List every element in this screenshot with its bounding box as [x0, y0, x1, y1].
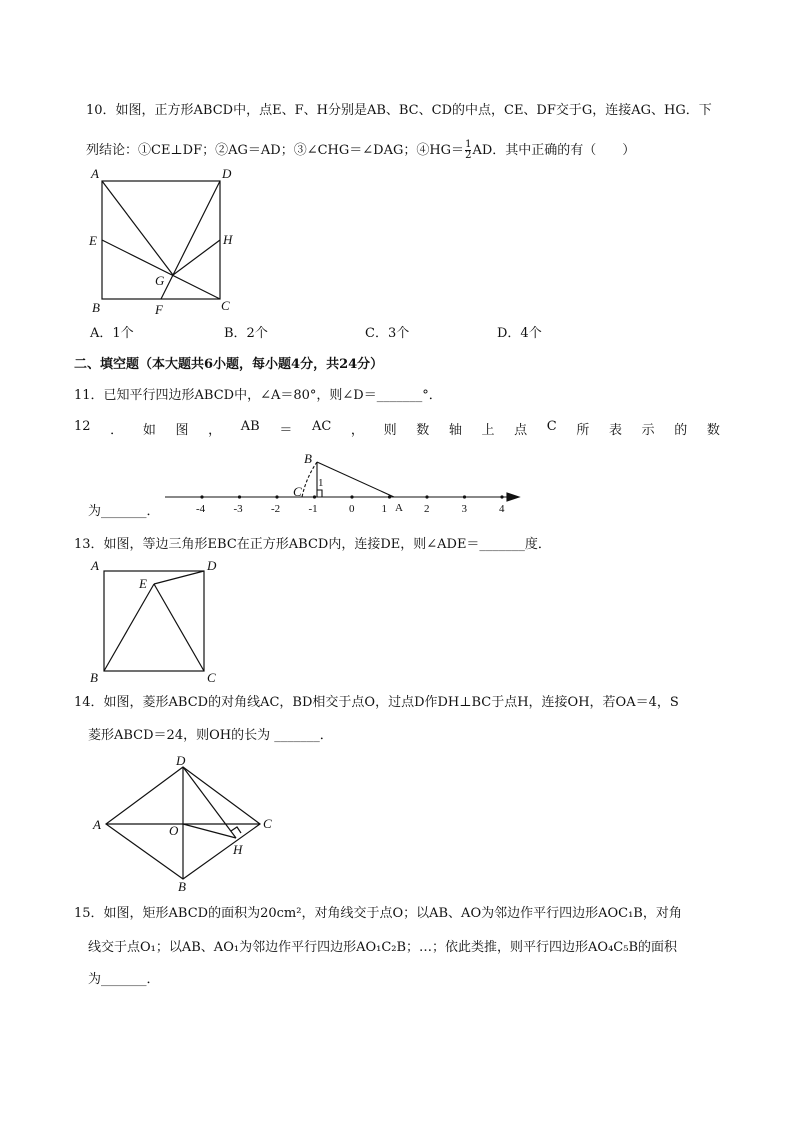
q13-label-c: C — [207, 670, 216, 685]
q10-label-c: C — [221, 298, 230, 313]
q12-char: 数 — [416, 423, 430, 438]
q12-char: 如 — [142, 423, 156, 438]
q10-line1: 10．如图，正方形ABCD中，点E、F、H分别是AB、BC、CD的中点，CE、DF交于G，连接AG、HG．下 — [86, 103, 712, 118]
q12-tick-label: -4 — [196, 503, 206, 515]
q10-label-b: B — [92, 300, 100, 315]
q13-figure — [104, 571, 204, 671]
q10-segment-ag — [102, 181, 173, 275]
q12-tick-label: 3 — [461, 503, 467, 515]
q12-tick-label: 1 — [381, 503, 387, 515]
q13-text: 13．如图，等边三角形EBC在正方形ABCD内，连接DE，则∠ADE＝_______度． — [74, 537, 551, 552]
q12-line1 — [74, 419, 720, 438]
q14-figure — [106, 767, 260, 879]
q14-line2: 菱形ABCD＝24，则OH的长为 _______． — [88, 728, 333, 743]
q12-tick-label: 0 — [349, 503, 355, 515]
q12-char: 示 — [641, 423, 655, 438]
q10-segment-ce — [102, 240, 220, 299]
q13-square — [104, 571, 204, 671]
q12-tick-label: -3 — [233, 503, 243, 515]
q12-char: 的 — [674, 423, 688, 438]
q12-label-b: B — [304, 451, 312, 466]
q13-segment-ce — [154, 584, 204, 671]
q12-segment-ba — [317, 462, 394, 497]
q10-segment-df — [161, 181, 220, 299]
q13-label-b: B — [90, 670, 98, 685]
q12-arc — [302, 462, 317, 497]
q12-char: ， — [350, 423, 364, 438]
fraction-numerator: 1 — [465, 139, 472, 150]
q14-segment-dh — [183, 767, 236, 838]
q10-option-b: B．2个 — [224, 326, 268, 341]
q10-option-c: C．3个 — [365, 326, 410, 341]
q12-tick-mark — [425, 495, 428, 498]
q10-option-d: D．4个 — [497, 326, 542, 341]
q10-label-g: G — [155, 273, 165, 288]
q12-ticks — [196, 495, 505, 515]
q14-label-a: A — [93, 817, 101, 832]
q14-label-b: B — [178, 879, 186, 894]
q14-line1: 14．如图，菱形ABCD的对角线AC，BD相交于点O，过点D作DH⊥BC于点H，连接OH，若OA＝4，S — [74, 695, 679, 710]
q12-char: 数 — [706, 423, 720, 438]
q12-arrow-icon — [507, 493, 519, 501]
q11-text: 11．已知平行四边形ABCD中，∠A＝80°，则∠D＝_______°． — [74, 388, 442, 403]
q13-segment-de — [154, 571, 204, 584]
q12-tick-mark — [200, 495, 203, 498]
q12-line2: 为_______． — [88, 504, 160, 519]
q12-right-angle-mark — [317, 490, 322, 497]
q10-label-f: F — [155, 302, 163, 317]
q14-segment-oh — [183, 824, 236, 838]
q12-char: ＝ — [279, 423, 293, 438]
q10-label-e: E — [89, 233, 97, 248]
q10-label-d: D — [222, 166, 232, 181]
q12-char: C — [546, 419, 557, 434]
q12-char: 所 — [576, 423, 590, 438]
q12-tick-label: -1 — [308, 503, 318, 515]
q12-char: 轴 — [448, 423, 462, 438]
q12-tick-mark — [275, 495, 278, 498]
q12-label-a: A — [395, 502, 403, 514]
q10-label-a: A — [91, 166, 99, 181]
q14-label-o: O — [169, 823, 179, 838]
q12-char: 点 — [514, 423, 528, 438]
q10-segment-hg — [173, 240, 220, 275]
q12-tick-label: 4 — [499, 503, 505, 515]
fraction-denominator: 2 — [465, 150, 472, 161]
q14-label-h: H — [233, 842, 243, 857]
q13-segment-be — [104, 584, 154, 671]
q10-line2-post: AD．其中正确的有（ ） — [472, 143, 636, 158]
q15-line2: 线交于点O₁；以AB、AO₁为邻边作平行四边形AO₁C₂B；…；依此类推，则平行四边形AO₄C₅B的面积 — [88, 940, 678, 955]
q10-label-h: H — [223, 232, 233, 247]
q12-label-c: C — [293, 484, 302, 499]
q12-tick-mark — [388, 495, 391, 498]
q12-tick-mark — [463, 495, 466, 498]
q14-right-angle-mark — [231, 827, 241, 833]
q12-char: ， — [208, 423, 222, 438]
q10-line2-pre: 列结论：①CE⊥DF；②AG＝AD；③∠CHG＝∠DAG；④HG＝ — [86, 143, 465, 158]
q12-char: AB — [240, 419, 260, 434]
q12-char: 则 — [383, 423, 397, 438]
q13-label-d: D — [207, 558, 217, 573]
q12-label-one: 1 — [318, 477, 324, 489]
q12-tick-label: 2 — [424, 503, 430, 515]
q10-option-a: A．1个 — [90, 326, 134, 341]
q13-label-a: A — [91, 558, 99, 573]
q13-label-e: E — [139, 576, 147, 591]
q12-char: 图 — [175, 423, 189, 438]
q12-tick-mark — [350, 495, 353, 498]
q14-label-d: D — [176, 753, 186, 768]
q14-label-c: C — [263, 816, 272, 831]
q12-tick-mark — [238, 495, 241, 498]
q12-figure — [165, 462, 519, 501]
q12-char: ． — [110, 423, 124, 438]
q12-char: 12 — [74, 419, 91, 434]
q15-line3: 为_______． — [88, 972, 160, 987]
q12-tick-label: -2 — [271, 503, 281, 515]
q12-char: 表 — [608, 423, 622, 438]
q12-tick-mark — [500, 495, 503, 498]
q15-line1: 15．如图，矩形ABCD的面积为20cm²，对角线交于点O；以AB、AO为邻边作平行四边形AOC₁B，对角 — [74, 906, 682, 921]
q12-char: 上 — [481, 423, 495, 438]
q12-tick-mark — [313, 495, 316, 498]
section-heading: 二、填空题（本大题共6小题，每小题4分，共24分） — [74, 357, 384, 372]
q12-char: AC — [311, 419, 332, 434]
